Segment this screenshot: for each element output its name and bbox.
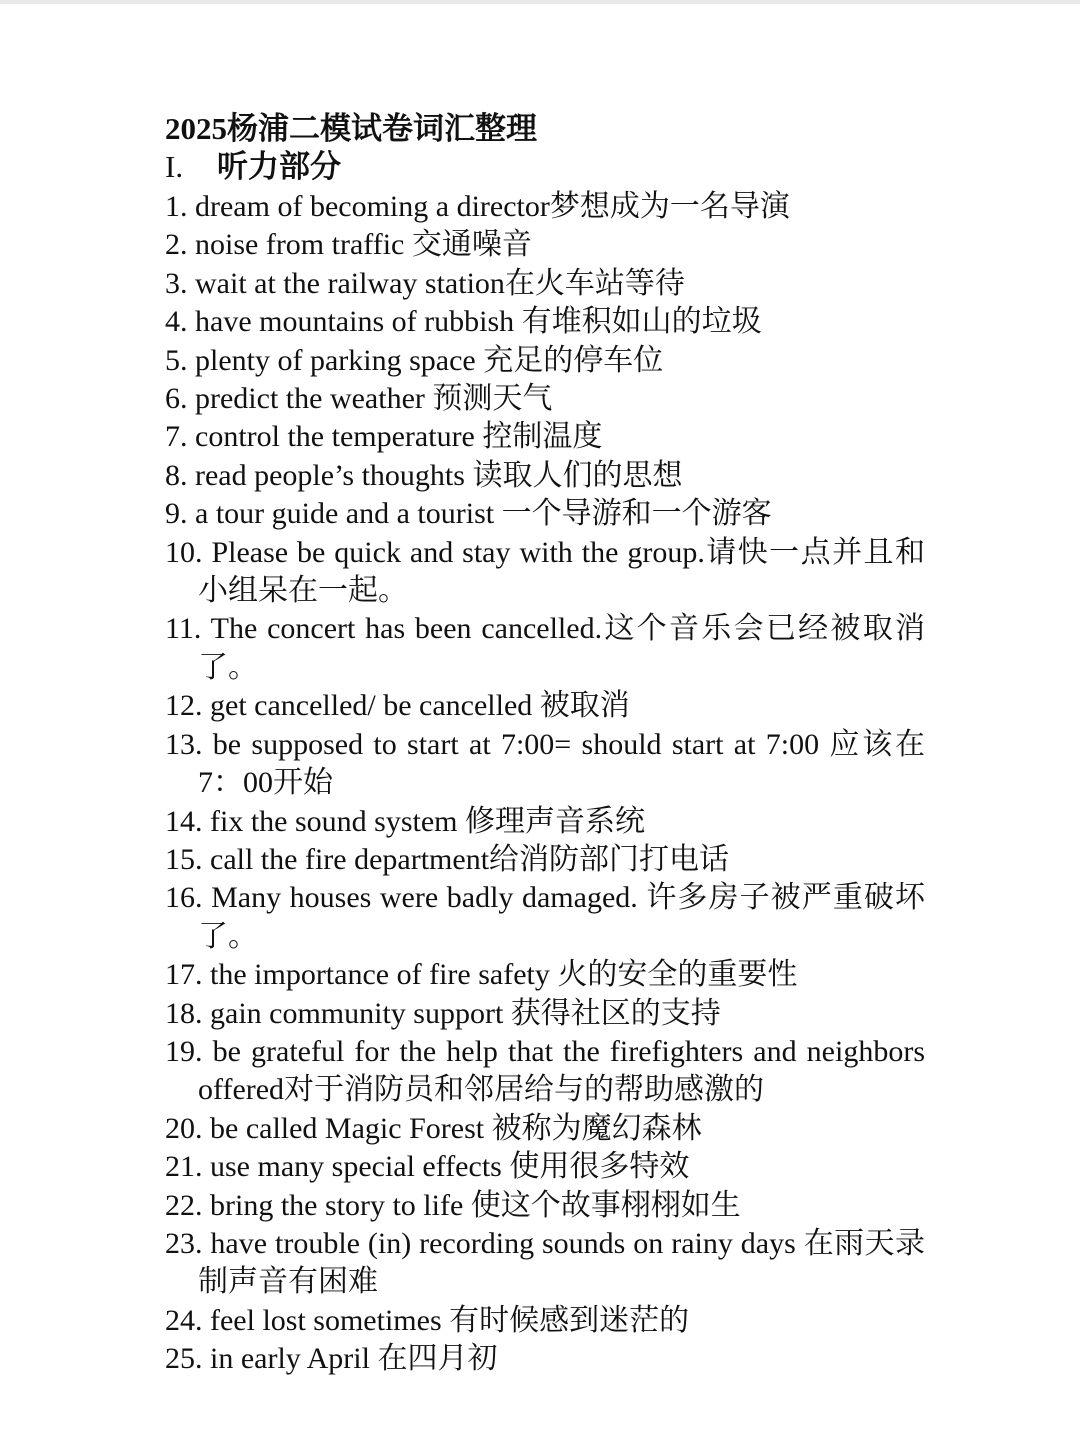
- vocab-item: 13. be supposed to start at 7:00= should start at 7:00 应该在7：00开始: [165, 727, 925, 800]
- top-edge-strip: [0, 0, 1080, 4]
- section-label: 听力部分: [217, 149, 341, 184]
- vocab-item: 12. get cancelled/ be cancelled 被取消: [165, 689, 630, 723]
- vocab-item: 18. gain community support 获得社区的支持: [165, 996, 721, 1030]
- vocab-item: 25. in early April 在四月初: [165, 1342, 498, 1376]
- vocab-item: 14. fix the sound system 修理声音系统: [165, 804, 645, 838]
- vocab-item: 6. predict the weather 预测天气: [165, 382, 553, 416]
- vocab-item: 22. bring the story to life 使这个故事栩栩如生: [165, 1188, 741, 1222]
- vocab-item: 15. call the fire department给消防部门打电话: [165, 842, 730, 876]
- document-title: 2025杨浦二模试卷词汇整理: [165, 111, 537, 146]
- vocab-item: 4. have mountains of rubbish 有堆积如山的垃圾: [165, 305, 762, 339]
- vocab-item: 10. Please be quick and stay with the group.请快一点并且和小组呆在一起。: [165, 535, 925, 608]
- vocab-item: 8. read people’s thoughts 读取人们的思想: [165, 458, 683, 492]
- vocab-item: 24. feel lost sometimes 有时候感到迷茫的: [165, 1303, 690, 1337]
- vocab-item: 1. dream of becoming a director梦想成为一名导演: [165, 190, 790, 223]
- vocab-item: 7. control the temperature 控制温度: [165, 420, 603, 454]
- section-number: I.: [165, 149, 184, 184]
- vocabulary-document: [165, 110, 925, 1379]
- vocab-item: 11. The concert has been cancelled.这个音乐会已经被取消了。: [165, 612, 925, 684]
- vocab-item: 20. be called Magic Forest 被称为魔幻森林: [165, 1111, 702, 1145]
- vocab-item: 23. have trouble (in) recording sounds on rainy days 在雨天录制声音有困难: [165, 1226, 925, 1299]
- section-heading: [165, 148, 925, 188]
- vocab-item: 9. a tour guide and a tourist 一个导游和一个游客: [165, 497, 772, 531]
- vocab-item: 17. the importance of fire safety 火的安全的重要性: [165, 958, 798, 992]
- vocab-item: 5. plenty of parking space 充足的停车位: [165, 343, 664, 377]
- vocabulary-list: [165, 188, 925, 1379]
- vocab-item: 16. Many houses were badly damaged. 许多房子被严重破坏了。: [165, 881, 925, 953]
- vocab-item: 3. wait at the railway station在火车站等待: [165, 266, 685, 300]
- vocab-item: 19. be grateful for the help that the firefighters and neighbors offered对于消防员和邻居给与的帮助感激的: [165, 1034, 925, 1107]
- vocab-item: 21. use many special effects 使用很多特效: [165, 1150, 690, 1184]
- vocab-item: 2. noise from traffic 交通噪音: [165, 228, 532, 262]
